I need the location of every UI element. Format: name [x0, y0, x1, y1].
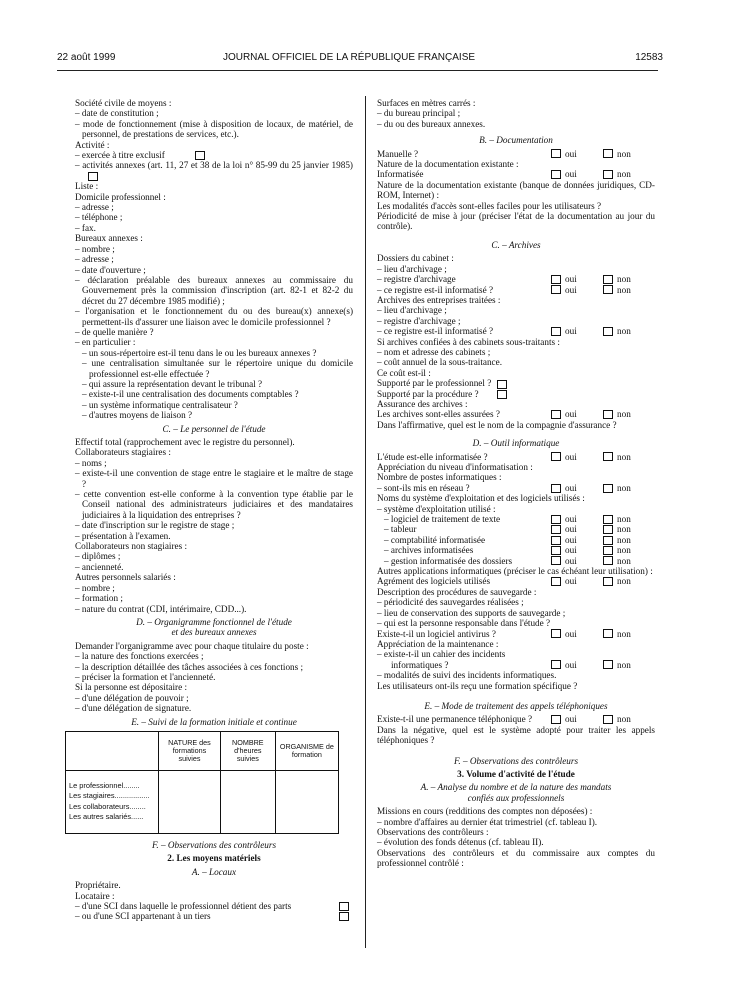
non-label: non [617, 148, 631, 159]
oui-label: oui [565, 148, 577, 159]
table-header: NATURE des formations suivies [159, 731, 221, 770]
text-line: – adresse ; [75, 202, 114, 213]
text-line: – coût annuel de la sous-traitance. [377, 357, 503, 368]
chapter-heading: 3. Volume d'activité de l'étude [457, 768, 575, 779]
item-label: Agrément des logiciels utilisés [377, 576, 491, 587]
text-line: – nombre ; [75, 582, 115, 593]
checkbox-oui[interactable] [551, 452, 561, 461]
oui-label: oui [565, 534, 577, 545]
text-line: – une centralisation simultanée sur le répertoire unique du domicile professionnel est-elle effectuée ? [82, 358, 353, 379]
oui-label: oui [565, 628, 577, 639]
item-label: – ou d'une SCI appartenant à un tiers [75, 911, 211, 922]
text-line: – la description détaillée des tâches associées à ces fonctions ; [75, 661, 304, 672]
oui-label: oui [565, 514, 577, 525]
item-label: Existe-t-il un logiciel antivirus ? [377, 628, 496, 639]
text-line: – diplômes ; [75, 551, 121, 562]
oui-label: oui [565, 482, 577, 493]
oui-label: oui [565, 714, 577, 725]
text-line: – système d'exploitation utilisé : [377, 503, 496, 514]
section-heading: D. – Outil informatique [472, 438, 560, 449]
checkbox-oui[interactable] [551, 327, 561, 336]
text-line: Collaborateurs non stagiaires : [75, 541, 188, 552]
section-heading: C. – Archives [491, 239, 541, 250]
text-line: – préciser la formation et l'ancienneté. [75, 671, 216, 682]
oui-label: oui [565, 169, 577, 180]
non-label: non [617, 534, 631, 545]
section-heading-cont: et des bureaux annexes [171, 627, 257, 638]
text-line: Domicile professionnel : [75, 191, 166, 202]
checkbox-non[interactable] [603, 515, 613, 524]
text-line: – ancienneté. [75, 561, 124, 572]
text-line: – présentation à l'examen. [75, 530, 171, 541]
text-line: Dossiers du cabinet : [377, 253, 454, 264]
training-table [65, 731, 339, 834]
text-line: Les modalités d'accès sont-elles faciles pour les utilisateurs ? [377, 200, 602, 211]
checkbox-row [75, 901, 353, 911]
oui-label: oui [565, 524, 577, 535]
item-label: Supporté par le professionnel ? [377, 378, 492, 389]
text-line: Effectif total (rapprochement avec le registre du personnel). [75, 437, 295, 447]
text-line: – fax. [75, 222, 96, 233]
section-heading: F. – Observations des contrôleurs [453, 755, 579, 766]
section-heading: B. – Documentation [479, 135, 553, 146]
checkbox-non[interactable] [603, 452, 613, 461]
text-line: Dans la négative, quel est le système adopté pour traiter les appels téléphoniques ? [377, 724, 655, 746]
text-line [377, 389, 655, 399]
item-label: – logiciel de traitement de texte [384, 514, 501, 525]
table-cell[interactable] [159, 770, 221, 833]
checkbox-non[interactable] [603, 327, 613, 336]
text-line: – date d'inscription sur le registre de stage ; [75, 520, 235, 531]
text-line: Demander l'organigramme avec pour chaque titulaire du poste : [75, 640, 309, 651]
checkbox[interactable] [497, 380, 507, 389]
text-line: Propriétaire. [75, 880, 121, 891]
text-line: – lieu d'archivage ; [377, 305, 447, 316]
item-label: – ce registre est-il informatisé ? [377, 284, 494, 295]
header-rule [57, 70, 658, 71]
text-line: Ce coût est-il : [377, 367, 431, 378]
checkbox-oui[interactable] [551, 170, 561, 179]
checkbox-row [377, 524, 655, 534]
text-line: Nature de la documentation existante : [377, 159, 519, 170]
non-label: non [617, 714, 631, 725]
item-label: – sont-ils mis en réseau ? [377, 482, 470, 493]
non-label: non [617, 169, 631, 180]
checkbox-row [377, 535, 655, 545]
checkbox-oui[interactable] [551, 149, 561, 158]
checkbox-row [377, 452, 655, 462]
text-line: Si archives confiées à des cabinets sous-traitants : [377, 336, 560, 347]
checkbox-non[interactable] [603, 577, 613, 586]
item-label: – exercée à titre exclusif [75, 150, 165, 161]
checkbox-row [377, 576, 655, 586]
checkbox-row [377, 556, 655, 566]
text-line: – qui assure la représentation devant le tribunal ? [82, 378, 263, 389]
non-label: non [617, 628, 631, 639]
item-label: informatiques ? [391, 659, 449, 670]
table-header-row [66, 731, 339, 770]
checkbox-non[interactable] [603, 629, 613, 638]
text-line: – date de constitution ; [75, 108, 159, 119]
text-line: Dans l'affirmative, quel est le nom de la compagnie d'assurance ? [377, 419, 617, 430]
text-line: – d'une délégation de signature. [75, 703, 192, 714]
oui-label: oui [565, 555, 577, 566]
item-label: – gestion informatisée des dossiers [384, 555, 513, 566]
oui-label: oui [565, 659, 577, 670]
section-heading: E. – Suivi de la formation initiale et continue [131, 716, 297, 727]
text-line: – date d'ouverture ; [75, 264, 146, 275]
checkbox-oui[interactable] [551, 285, 561, 294]
checkbox-row [377, 409, 655, 419]
checkbox-row [377, 714, 655, 724]
checkbox-row [377, 629, 655, 639]
non-label: non [617, 545, 631, 556]
text-line: Appréciation de la maintenance : [377, 638, 499, 649]
right-column [377, 98, 655, 869]
checkbox-row [377, 274, 655, 284]
checkbox-row [377, 169, 655, 179]
text-line: Société civile de moyens : [75, 98, 172, 108]
text-line: – adresse ; [75, 254, 114, 265]
section-heading: A. – Analyse du nombre et de la nature des mandats [420, 782, 612, 793]
checkbox-oui[interactable] [551, 536, 561, 545]
text-line: – du ou des bureaux annexes. [377, 118, 486, 129]
item-label: Existe-t-il une permanence téléphonique ? [377, 714, 533, 725]
text-line: – noms ; [75, 457, 107, 468]
item-label: Supporté par la procédure ? [377, 388, 479, 399]
text-line: Autres applications informatiques (préciser le cas échéant leur utilisation) : [377, 566, 653, 577]
non-label: non [617, 524, 631, 535]
text-line: – lieu d'archivage ; [377, 263, 447, 274]
text-line: – nature du contrat (CDI, intérimaire, CDD...). [75, 603, 247, 614]
checkbox[interactable] [88, 172, 98, 181]
text-line: – évolution des fonds détenus (cf. tableau II). [377, 837, 544, 848]
text-line: Surfaces en mètres carrés : [377, 98, 476, 108]
non-label: non [617, 576, 631, 587]
text-line: – la nature des fonctions exercées ; [75, 651, 204, 662]
text-line: Assurance des archives : [377, 398, 468, 409]
checkbox-non[interactable] [603, 285, 613, 294]
checkbox-non[interactable] [603, 525, 613, 534]
checkbox-non[interactable] [603, 275, 613, 284]
section-heading-cont: confiés aux professionnels [467, 792, 565, 803]
text-line: – existe-t-il une convention de stage entre le stagiaire et le maître de stage ? [75, 468, 353, 489]
text-line: – lieu de conservation des supports de sauvegarde ; [377, 607, 566, 618]
text-line: Noms du système d'exploitation et des logiciels utilisés : [377, 493, 585, 504]
table-row [66, 770, 339, 833]
text-line: – du bureau principal ; [377, 108, 461, 119]
checkbox-non[interactable] [603, 170, 613, 179]
header-title: JOURNAL OFFICIEL DE LA RÉPUBLIQUE FRANÇAISE [222, 52, 476, 63]
text-line: – registre d'archivage ; [377, 315, 461, 326]
checkbox-non[interactable] [603, 546, 613, 555]
text-line: – un sous-répertoire est-il tenu dans le ou les bureaux annexes ? [82, 347, 317, 358]
chapter-heading: 2. Les moyens matériels [167, 853, 261, 864]
checkbox-oui[interactable] [551, 715, 561, 724]
table-cell[interactable] [275, 770, 338, 833]
item-label: L'étude est-elle informatisée ? [377, 451, 488, 462]
text-line [377, 378, 655, 388]
row-label: Les stagiaires................. [69, 791, 150, 801]
item-label: – archives informatisées [384, 545, 474, 556]
oui-label: oui [565, 274, 577, 285]
text-line: Collaborateurs stagiaires : [75, 447, 171, 458]
text-line: Périodicité de mise à jour (préciser l'état de la documentation au jour du contrôle). [377, 211, 655, 232]
section-heading: C. – Le personnel de l'étude [162, 423, 266, 434]
row-label: Les collaborateurs........ [69, 801, 146, 811]
checkbox-oui[interactable] [551, 515, 561, 524]
text-line: – de quelle manière ? [75, 326, 154, 337]
oui-label: oui [565, 284, 577, 295]
section-heading: F. – Observations des contrôleurs [151, 839, 277, 850]
section-heading: E. – Mode de traitement des appels téléphoniques [424, 700, 608, 711]
item-label: Les archives sont-elles assurées ? [377, 409, 500, 420]
text-line: – nombre d'affaires au dernier état trimestriel (cf. tableau I). [377, 816, 598, 827]
oui-label: oui [565, 326, 577, 337]
item-label: Manuelle ? [377, 148, 419, 159]
text-line: – téléphone ; [75, 212, 123, 223]
text-line [75, 150, 353, 160]
text-line: – mode de fonctionnement (mise à disposition de locaux, de matériel, de personnel, de prestations de services, etc.). [75, 118, 353, 140]
checkbox-row [377, 514, 655, 524]
text-line: – nom et adresse des cabinets ; [377, 346, 491, 357]
checkbox-non[interactable] [603, 484, 613, 493]
text-line: Observations des contrôleurs : [377, 827, 489, 837]
checkbox-oui[interactable] [551, 484, 561, 493]
checkbox-row [377, 660, 655, 670]
checkbox-non[interactable] [603, 410, 613, 419]
non-label: non [617, 409, 631, 420]
checkbox-non[interactable] [603, 660, 613, 669]
column-separator [365, 96, 366, 948]
table-row-labels [66, 770, 159, 833]
checkbox-row [377, 285, 655, 295]
text-line: Autres personnels salariés : [75, 572, 176, 583]
section-heading: A. – Locaux [191, 866, 237, 877]
row-label: Les autres salariés...... [69, 812, 144, 822]
non-label: non [617, 284, 631, 295]
text-line [75, 160, 353, 181]
text-line: Locataire : [75, 890, 115, 901]
text-line: – un système informatique centralisateur ? [82, 399, 238, 410]
text-line: – d'une délégation de pouvoir ; [75, 692, 189, 703]
checkbox[interactable] [195, 151, 205, 160]
text-line: – existe-t-il une centralisation des documents comptables ? [82, 389, 299, 400]
text-line: Missions en cours (redditions des comptes non déposées) : [377, 806, 593, 817]
text-line: Observations des contrôleurs et du commissaire aux comptes du professionnel contrôlé : [377, 847, 655, 869]
text-line: – déclaration préalable des bureaux annexes au commissaire du Gouvernement près la commission d'inscription (art. 82-1 et 82-2 du décret du 27 décembre 1985 modifié) ; [75, 274, 353, 306]
checkbox-row [377, 149, 655, 159]
checkbox-oui[interactable] [551, 660, 561, 669]
oui-label: oui [565, 451, 577, 462]
non-label: non [617, 659, 631, 670]
text-line: – formation ; [75, 593, 123, 604]
table-cell[interactable] [220, 770, 275, 833]
checkbox-oui[interactable] [551, 410, 561, 419]
checkbox-oui[interactable] [551, 556, 561, 565]
page-header [57, 52, 663, 66]
checkbox-row [75, 911, 353, 921]
text-line: – l'organisation et le fonctionnement du ou des bureau(x) annexe(s) permettent-ils d'assurer une liaison avec le domicile professionnel ? [75, 306, 353, 327]
item-label: – activités annexes (art. 11, 27 et 38 de la loi n° 85-99 du 25 janvier 1985) [75, 160, 353, 171]
item-label: – d'une SCI dans laquelle le professionnel détient des parts [75, 901, 292, 911]
non-label: non [617, 274, 631, 285]
checkbox-non[interactable] [603, 715, 613, 724]
header-page-number: 12583 [635, 52, 663, 63]
item-label: Informatisée [377, 169, 424, 180]
item-label: – comptabilité informatisée [384, 534, 486, 545]
checkbox-oui[interactable] [551, 629, 561, 638]
text-line: – modalités de suivi des incidents informatiques. [377, 670, 557, 681]
item-label: – ce registre est-il informatisé ? [377, 326, 494, 337]
oui-label: oui [565, 576, 577, 587]
checkbox-row [377, 483, 655, 493]
checkbox[interactable] [339, 902, 349, 911]
checkbox[interactable] [339, 912, 349, 921]
checkbox-non[interactable] [603, 536, 613, 545]
text-line: – d'autres moyens de liaison ? [82, 410, 193, 421]
non-label: non [617, 555, 631, 566]
non-label: non [617, 326, 631, 337]
checkbox-oui[interactable] [551, 275, 561, 284]
non-label: non [617, 482, 631, 493]
text-line: Liste : [75, 181, 99, 192]
left-column [69, 98, 353, 922]
checkbox[interactable] [497, 390, 507, 399]
row-label: Le professionnel........ [69, 780, 140, 790]
text-line: – périodicité des sauvegardes réalisées ; [377, 597, 524, 608]
non-label: non [617, 451, 631, 462]
table-header: ORGANISME de formation [275, 731, 338, 770]
text-line: – en particulier : [75, 337, 136, 348]
text-line: – existe-t-il un cahier des incidents [377, 649, 506, 660]
checkbox-oui[interactable] [551, 577, 561, 586]
item-label: – registre d'archivage [377, 274, 456, 285]
text-line: – cette convention est-elle conforme à la convention type établie par le Conseil national des administrateurs judiciaires et des mandataires judiciaires à la liquidation des entreprises ? [75, 489, 353, 520]
header-date: 22 août 1999 [57, 52, 116, 63]
text-line: Nature de la documentation existante (banque de données juridiques, CD-ROM, Internet) : [377, 179, 655, 201]
text-line: Appréciation du niveau d'informatisation : [377, 462, 533, 472]
checkbox-row [377, 326, 655, 336]
text-line: Description des procédures de sauvegarde : [377, 586, 537, 597]
checkbox-oui[interactable] [551, 546, 561, 555]
oui-label: oui [565, 409, 577, 420]
text-line: Activité : [75, 139, 110, 150]
text-line: Si la personne est dépositaire : [75, 682, 188, 693]
table-header: NOMBRE d'heures suivies [220, 731, 275, 770]
text-line: – qui est la personne responsable dans l'étude ? [377, 618, 551, 629]
oui-label: oui [565, 545, 577, 556]
non-label: non [617, 514, 631, 525]
text-line: Les utilisateurs ont-ils reçu une formation spécifique ? [377, 680, 578, 691]
text-line: Nombre de postes informatiques : [377, 472, 502, 483]
section-heading: D. – Organigramme fonctionnel de l'étude [136, 616, 292, 627]
text-line: Bureaux annexes : [75, 233, 143, 244]
item-label: – tableur [384, 524, 417, 535]
checkbox-non[interactable] [603, 556, 613, 565]
checkbox-non[interactable] [603, 149, 613, 158]
text-line: – nombre ; [75, 243, 115, 254]
checkbox-row [377, 545, 655, 555]
checkbox-oui[interactable] [551, 525, 561, 534]
table-corner [66, 731, 159, 770]
text-line: Archives des entreprises traitées : [377, 294, 501, 305]
